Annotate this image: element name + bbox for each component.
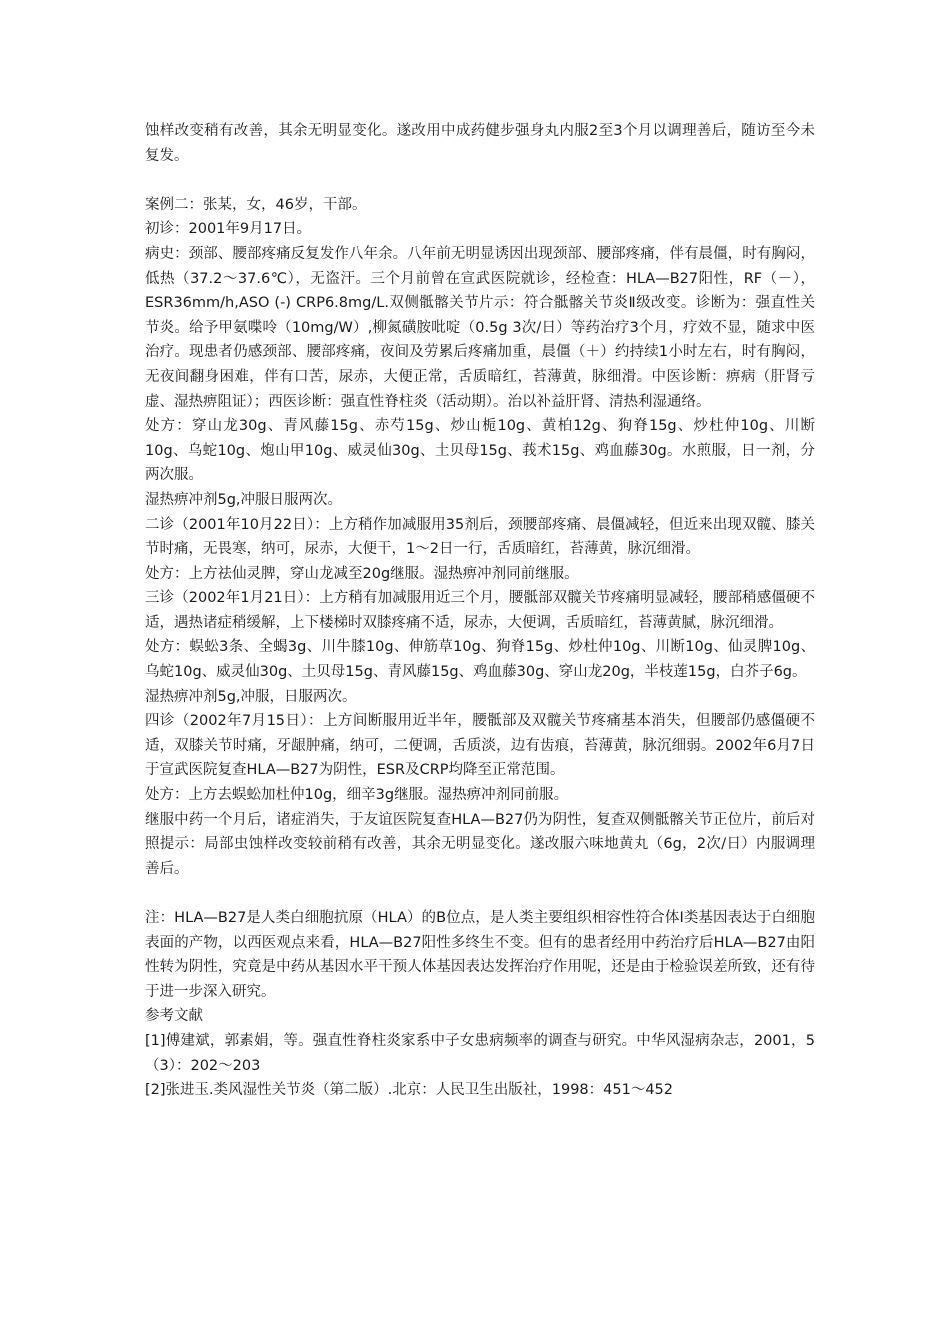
prescription-2: 处方：上方祛仙灵脾，穿山龙减至20g继服。湿热痹冲剂同前继服。	[145, 565, 579, 582]
granule-1: 湿热痹冲剂5g,冲服日服两次。	[145, 491, 343, 508]
second-visit: 二诊（2001年10月22日）：上方稍作加减服用35剂后，颈腰部疼痛、晨僵减轻，但近来出现双髋、膝关节时痛，无畏寒，纳可，尿赤，大便干，1～2日一行，舌质暗红，苔薄黄，脉沉细滑。	[145, 516, 815, 558]
document-body	[145, 119, 815, 1103]
reference-item: [1]傅建斌，郭素娟，等。强直性脊柱炎家系中子女患病频率的调查与研究。中华风湿病杂志，2001，5（3）：202～203	[145, 1032, 815, 1074]
note-paragraph: 注：HLA—B27是人类白细胞抗原（HLA）的B位点，是人类主要组织相容性符合体Ⅰ类基因表达于白细胞表面的产物，以西医观点来看，HLA—B27阳性多终生不变。但有的患者经用中药治疗后HLA—B27由阳性转为阴性，究竟是中药从基因水平干预人体基因表达发挥治疗作用呢，还是由于检验误差所致，还有待于进一步深入研究。	[145, 910, 815, 1000]
paragraph-spacer	[145, 881, 815, 906]
history-paragraph: 病史：颈部、腰部疼痛反复发作八年余。八年前无明显诱因出现颈部、腰部疼痛，伴有晨僵，时有胸闷，低热（37.2～37.6℃），无盗汗。三个月前曾在宣武医院就诊，经检查：HLA—B27阳性，RF（－），ESR36mm/h,ASO (-) CRP6.8mg/L.双侧骶髂关节片示：符合骶髂关节炎Ⅱ级改变。诊断为：强直性关节炎。给予甲氨喋呤（10mg/W）,柳氮磺胺吡啶（0.5g 3次/日）等药治疗3个月，疗效不显，随求中医治疗。现患者仍感颈部、腰部疼痛，夜间及劳累后疼痛加重，晨僵（＋）约持续1小时左右，时有胸闷，无夜间翻身困难，伴有口苦，尿赤，大便正常，舌质暗红，苔薄黄，脉细滑。中医诊断：痹病（肝肾亏虚、湿热痹阻证）；西医诊断：强直性脊柱炎（活动期）。治以补益肝肾、清热利湿通络。	[145, 245, 815, 410]
intro-paragraph: 蚀样改变稍有改善，其余无明显变化。遂改用中成药健步强身丸内服2至3个月以调理善后，随访至今未复发。	[145, 123, 815, 164]
prescription-3: 处方：蜈蚣3条、全蝎3g、川牛膝10g、伸筋草10g、狗脊15g、炒杜仲10g、川断10g、仙灵脾10g、乌蛇10g、威灵仙30g、土贝母15g、青风藤15g、鸡血藤30g、穿山龙20g，半枝莲15g，白芥子6g。	[145, 639, 815, 681]
paragraph-spacer	[145, 168, 815, 193]
prescription-4: 处方：上方去蜈蚣加杜仲10g，细辛3g继服。湿热痹冲剂同前服。	[145, 787, 569, 804]
third-visit: 三诊（2002年1月21日）：上方稍有加减服用近三个月，腰骶部双髋关节疼痛明显减轻，腰部稍感僵硬不适，遇热诸症稍缓解，上下楼梯时双膝疼痛不适，尿赤，大便调，舌质暗红，苔薄黄腻，脉沉细滑。	[145, 590, 815, 631]
references-title: 参考文献	[145, 1008, 203, 1025]
case-title: 案例二：张某，女，46岁，干部。	[145, 196, 367, 213]
reference-item: [2]张进玉.类风湿性关节炎（第二版）.北京：人民卫生出版社，1998：451～452	[145, 1082, 674, 1099]
prescription-1: 处方：穿山龙30g、青风藤15g、赤芍15g、炒山栀10g、黄柏12g、狗脊15g、炒杜仲10g、川断10g、乌蛇10g、炮山甲10g、威灵仙30g、土贝母15g、莪术15g、鸡血藤30g。水煎服，日一剂，分两次服。	[145, 418, 815, 484]
first-visit-date: 初诊：2001年9月17日。	[145, 221, 312, 238]
granule-3: 湿热痹冲剂5g,冲服，日服两次。	[145, 688, 357, 705]
fourth-visit: 四诊（2002年7月15日）：上方间断服用近半年，腰骶部及双髋关节疼痛基本消失，但腰部仍感僵硬不适，双膝关节时痛，牙龈肿痛，纳可，二便调，舌质淡，边有齿痕，苔薄黄，脉沉细弱。2002年6月7日于宣武医院复查HLA—B27为阴性，ESR及CRP均降至正常范围。	[145, 713, 815, 779]
followup-paragraph: 继服中药一个月后，诸症消失，于友谊医院复查HLA—B27仍为阴性，复查双侧骶髂关节正位片，前后对照提示：局部虫蚀样改变较前稍有改善，其余无明显变化。遂改服六味地黄丸（6g，2次/日）内服调理善后。	[145, 811, 815, 877]
